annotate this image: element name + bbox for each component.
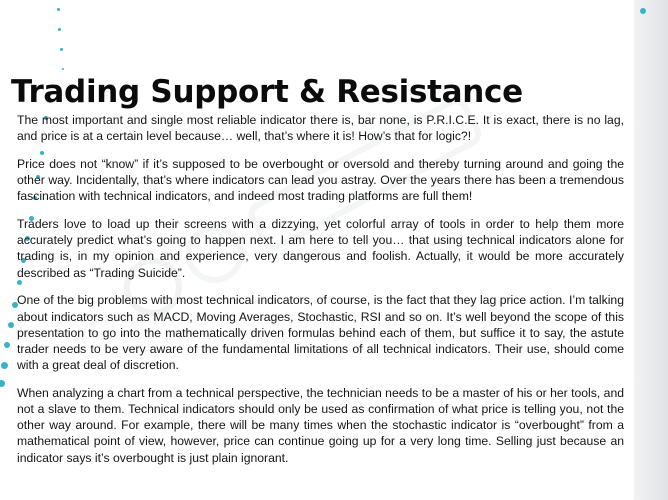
page-right-edge	[634, 0, 668, 500]
corner-dot-icon	[640, 8, 646, 14]
decor-dot	[62, 68, 64, 70]
paragraph: One of the big problems with most technical indicators, of course, is the fact that they lag price action. I’m talking about indicators such as MACD, Moving Averages, Stochastic, RSI and so on. It’s well beyond the scope of this presentation to go into the mathematically driven formulas behind each of them, but suffice it to say, the astute trader needs to be very aware of the fundamental limitations of all technical indicators. Their use, should come with a great deal of discretion.	[17, 293, 624, 373]
paragraph: When analyzing a chart from a technical perspective, the technician needs to be a master of his or her tools, and not a slave to them. Technical indicators should only be used as confirmation of what price is telling you, not the other way around. For example, there will be many times when the stochastic indicator is “overbought” from a mathematical point of view, however, price can continue going up for a very long time. Selling just because an indicator says it’s overbought is just plain ignorant.	[17, 385, 624, 465]
decor-dot	[8, 322, 14, 328]
paragraph: Traders love to load up their screens with a dizzying, yet colorful array of tools in order to help them more accurately predict what’s going to happen next. I am here to tell you… that using technical indicators alone for trading is, in my opinion and experience, very dangerous and foolish. Actually, it would be more accurately described as “Trading Suicide”.	[17, 217, 624, 280]
decor-dot	[1, 362, 8, 369]
decor-dot	[0, 380, 5, 387]
decor-dot	[58, 28, 61, 31]
body-text	[17, 112, 624, 477]
decor-dot	[4, 342, 10, 348]
decor-dot	[57, 8, 60, 11]
decor-dot	[60, 48, 63, 51]
paragraph: Price does not “know” if it’s supposed to be overbought or oversold and thereby turning around and going the other way. Incidentally, that’s where indicators can lead you astray. Over the years there has been a tremendous fascination with technical indicators, and indeed most trading platforms are full them!	[17, 156, 624, 204]
paragraph: The most important and single most reliable indicator there is, bar none, is P.R.I.C.E. It is exact, there is no lag, and price is at a certain level because… well, that’s where it is! How’s that for logic?!	[17, 113, 624, 144]
page-title: Trading Support & Resistance	[11, 74, 523, 110]
